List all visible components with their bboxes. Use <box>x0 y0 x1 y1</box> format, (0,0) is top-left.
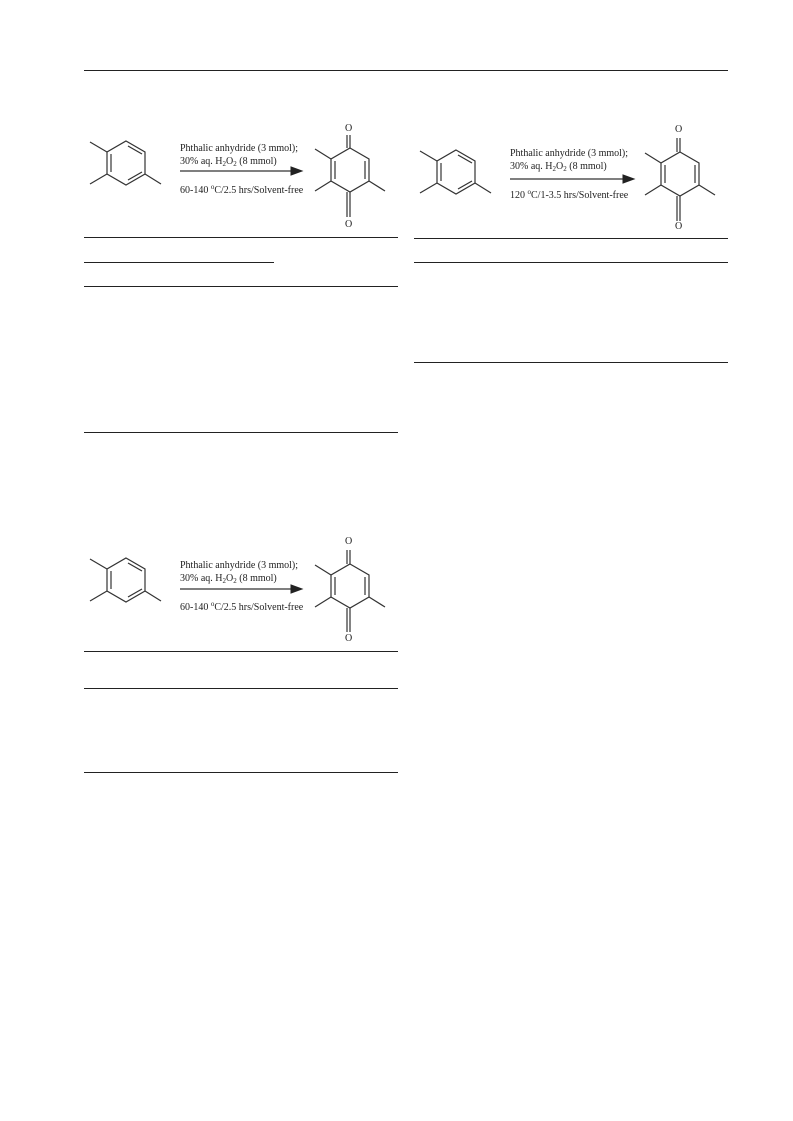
table-3-header-rule <box>84 688 398 689</box>
conditions-line: 60-140 $^o$C/2.5 hrs/Solvent-free <box>180 600 304 613</box>
scheme-2-structures <box>414 118 730 234</box>
reagent-line: Phthalic anhydride (3 mmol); <box>180 143 299 154</box>
scheme-3-structures <box>84 532 400 648</box>
table-2-header-rule <box>414 262 728 263</box>
product-structure <box>315 135 385 217</box>
reaction-arrow <box>510 175 634 183</box>
oxygen-label-bottom: O <box>345 219 353 230</box>
oxidant-line: 30% aq. $H_2O_2$ (8 mmol) <box>510 161 607 173</box>
oxygen-label-bottom: O <box>675 221 683 232</box>
table-3-bottom-rule <box>84 772 398 773</box>
conditions-line: 60-140 $^o$C/2.5 hrs/Solvent-free <box>180 183 304 196</box>
table-1-top-rule <box>84 237 398 238</box>
oxidant-line: 30% aq. $H_2O_2$ (8 mmol) <box>180 573 277 585</box>
table-1-header-rule <box>84 286 398 287</box>
scheme-1-structures <box>84 118 400 234</box>
oxygen-label-top: O <box>345 123 353 134</box>
header-rule <box>84 70 728 71</box>
product-structure <box>645 138 715 221</box>
reagent-line: Phthalic anhydride (3 mmol); <box>510 148 629 159</box>
product-structure <box>315 550 385 632</box>
reaction-scheme-1 <box>84 118 400 234</box>
table-1-sub-rule <box>84 262 274 263</box>
table-3-top-rule <box>84 651 398 652</box>
table-2-top-rule <box>414 238 728 239</box>
oxygen-label-bottom: O <box>345 633 353 644</box>
oxidant-line: 30% aq. $H_2O_2$ (8 mmol) <box>180 156 277 168</box>
oxygen-label-top: O <box>675 124 683 135</box>
reactant-structure <box>420 150 491 194</box>
reaction-scheme-2 <box>414 118 730 234</box>
reactant-structure <box>90 558 161 602</box>
oxygen-label-top: O <box>345 536 353 547</box>
reaction-scheme-3 <box>84 532 400 648</box>
reactant-structure <box>90 141 161 185</box>
reagent-line: Phthalic anhydride (3 mmol); <box>180 560 299 571</box>
table-2-bottom-rule <box>414 362 728 363</box>
conditions-line: 120 $^o$C/1-3.5 hrs/Solvent-free <box>510 188 629 201</box>
table-1-bottom-rule <box>84 432 398 433</box>
